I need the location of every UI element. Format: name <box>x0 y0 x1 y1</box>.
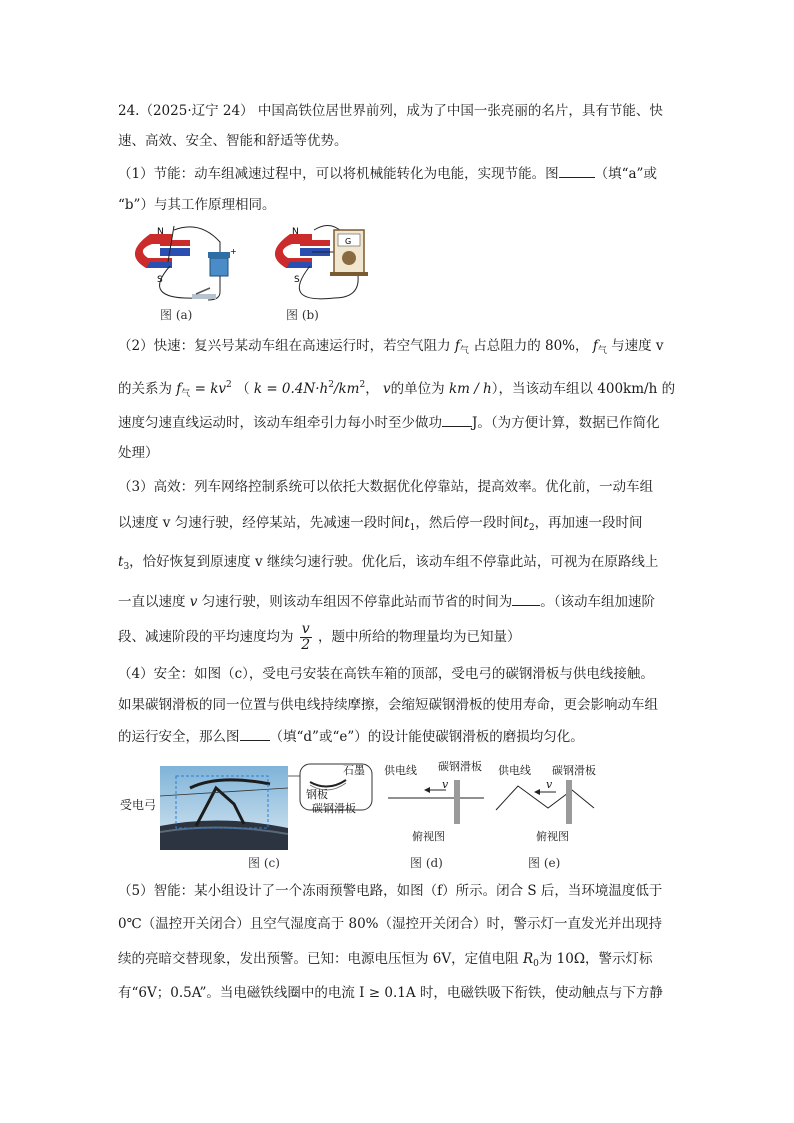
part3-line3: $t_3$，恰好恢复到原速度 v 继续匀速行驶。优化后，该动车组不停靠此站，可视为在原路线上 <box>118 554 659 572</box>
magnet-b-icon <box>275 234 330 268</box>
svg-text:+: + <box>230 247 237 256</box>
figure-d-label-slide: 碳钢滑板 <box>438 760 482 773</box>
fraction-v-over-2: $\frac{v}{2}$ <box>301 621 311 653</box>
part4-line1: （4）安全：如图（c），受电弓安装在高铁车箱的顶部，受电弓的碳钢滑板与供电线接触。 <box>118 666 654 682</box>
svg-text:S: S <box>157 275 163 285</box>
part5-line1: （5）智能：某小组设计了一个冻雨预警电路，如图（f）所示。闭合 S 后，当环境温度低于 <box>118 883 663 899</box>
svg-text:N: N <box>157 227 164 237</box>
figure-e-caption: 图 (e) <box>528 856 561 870</box>
figure-c-photo <box>160 766 288 850</box>
part3-line5: 段、减速阶段的平均速度均为 $\frac{v}{2}$ ，题中所给的物理量均为已知量） <box>118 621 521 653</box>
part4-line2: 如果碳钢滑板的同一位置与供电线持续摩擦，会缩短碳钢滑板的使用寿命，更会影响动车组 <box>118 697 658 713</box>
figure-e-label-slide: 碳钢滑板 <box>552 764 596 777</box>
switch-icon <box>192 288 216 299</box>
figure-d-label-v: v <box>442 778 449 791</box>
figure-e-diagram <box>494 770 596 828</box>
figure-ab <box>120 222 370 304</box>
question-header-line2: 速、高效、安全、智能和舒适等优势。 <box>118 133 348 149</box>
svg-text:S: S <box>294 275 300 285</box>
magnet-a-icon <box>135 234 190 268</box>
figure-e-label-top: 俯视图 <box>536 830 569 843</box>
part5-line3: 续的亮暗交替现象，发出预警。已知：电源电压恒为 6V，定值电阻 $R_0$为 10Ω，警示灯标 <box>118 951 653 969</box>
part5-line2: 0℃（温控开关闭合）且空气湿度高于 80%（湿控开关闭合）时，警示灯一直发光并出现持 <box>118 916 662 932</box>
battery-icon <box>208 247 237 276</box>
part2-line1: （2）快速：复兴号某动车组在高速运行时，若空气阻力 $f_气$ 占总阻力的 80%， $f_气$ 与速度 v <box>118 338 664 356</box>
part1-line2: “b”）与其工作原理相同。 <box>118 197 276 213</box>
figure-b-caption: 图 (b) <box>286 308 319 322</box>
figure-d-label-top: 俯视图 <box>412 830 445 843</box>
question-header-line1: 24.（2025·辽宁 24） 中国高铁位居世界前列，成为了中国一张亮丽的名片，具有节能、快 <box>118 103 663 119</box>
part1-line1: （1）节能：动车组减速过程中，可以将机械能转化为电能，实现节能。图 （填“a”或 <box>118 163 657 184</box>
answer-blank-2[interactable] <box>442 412 472 427</box>
figure-c-label-steel: 钢板 <box>306 788 328 801</box>
answer-blank-1[interactable] <box>559 163 595 178</box>
figure-e-label-wire: 供电线 <box>498 764 531 777</box>
part4-line3: 的运行安全，那么图 （填“d”或“e”）的设计能使碳钢滑板的磨损均匀化。 <box>118 726 584 747</box>
answer-blank-4[interactable] <box>240 726 270 741</box>
figure-c-label-slide: 碳钢滑板 <box>312 802 356 815</box>
part3-line1: （3）高效：列车网络控制系统可以依托大数据优化停靠站，提高效率。优化前，一动车组 <box>118 479 654 495</box>
part2-line4: 处理） <box>118 445 159 461</box>
galvanometer-icon <box>330 230 368 276</box>
figure-a-caption: 图 (a) <box>160 308 193 322</box>
svg-text:G: G <box>345 237 352 246</box>
figure-e-label-v: v <box>546 778 553 791</box>
part3-line2: 以速度 v 匀速行驶，经停某站，先减速一段时间$t_1$，然后停一段时间$t_2$，再加速一段时间 <box>118 515 643 533</box>
svg-text:N: N <box>292 227 299 237</box>
figure-d-label-wire: 供电线 <box>384 764 417 777</box>
part2-line3: 速度匀速直线运动时，该动车组牵引力每小时至少做功 J。（为方便计算，数据已作简化 <box>118 412 660 433</box>
part2-line2: 的关系为 $f_气 = kv^2$ （ $k = 0.4N\cdot h^2/km^2$， v的单位为 km / h），当该动车组以 400km/h 的 <box>118 380 676 399</box>
figure-c-caption: 图 (c) <box>248 856 280 870</box>
figure-d-caption: 图 (d) <box>410 856 443 870</box>
part3-line4: 一直以速度 v 匀速行驶，则该动车组因不停靠此站而节省的时间为 。（该动车组加速阶 <box>118 591 655 612</box>
figure-c-label-graphite: 石墨 <box>343 764 365 777</box>
part5-line4: 有“6V；0.5A”。当电磁铁线圈中的电流 I ≥ 0.1A 时，电磁铁吸下衔铁，使动触点与下方静 <box>118 985 663 1001</box>
answer-blank-3[interactable] <box>512 591 540 606</box>
figure-d-diagram <box>384 770 486 828</box>
figure-c-label-pantograph: 受电弓 <box>120 798 157 812</box>
